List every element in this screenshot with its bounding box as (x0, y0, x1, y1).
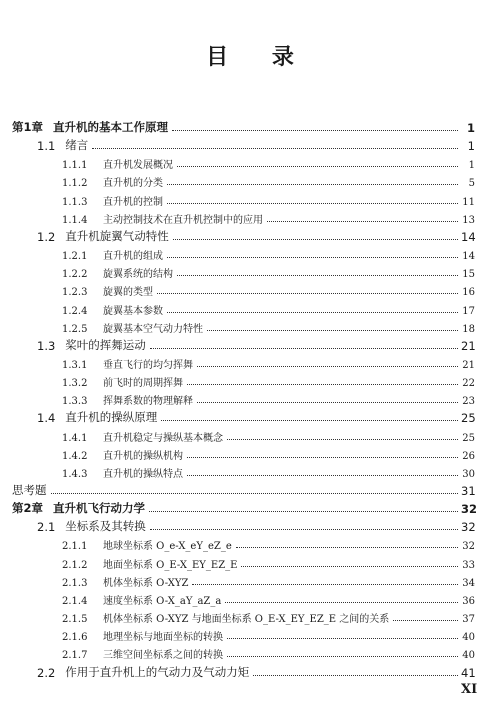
toc-entry-page: 25 (461, 411, 476, 426)
dot-leader (167, 257, 458, 258)
toc-entry-number: 1.4.3 (62, 468, 88, 480)
dot-leader (267, 221, 458, 222)
toc-entry-number: 1.2.3 (62, 287, 88, 299)
dot-leader (161, 420, 458, 421)
toc-entry[interactable] (62, 607, 475, 625)
dot-leader (150, 529, 458, 530)
toc-entry[interactable] (37, 226, 475, 244)
dot-leader (197, 402, 458, 403)
dot-leader (51, 493, 459, 494)
toc-entry-number: 1.3 (37, 338, 56, 353)
toc-entry[interactable] (62, 426, 475, 444)
toc-entry[interactable] (62, 280, 475, 298)
dot-leader (241, 566, 458, 567)
toc-entry-page: 32 (462, 541, 475, 553)
toc-entry-title: 主动控制技术在直升机控制中的应用 (103, 214, 263, 226)
toc-entry-page: 41 (461, 665, 476, 680)
toc-entry-page: 25 (462, 432, 475, 444)
toc-entry-title: 直升机的操纵特点 (103, 468, 183, 480)
toc-entry[interactable] (62, 244, 475, 262)
toc-entry[interactable] (62, 534, 475, 552)
toc-entry-page: 26 (462, 450, 475, 462)
toc-entry-page: 1 (466, 121, 475, 135)
toc-entry-number: 1.4.2 (62, 450, 88, 462)
dot-leader (227, 638, 458, 639)
toc-entry[interactable] (62, 625, 475, 643)
toc-entry-page: 21 (461, 338, 476, 353)
toc-entry-number: 第1章 (12, 120, 44, 134)
toc-entry[interactable] (62, 389, 475, 407)
toc-entry-title: 思考题 (12, 483, 47, 497)
toc-entry-title: 地球坐标系 O_e-X_eY_eZ_e (103, 541, 232, 553)
toc-entry-title: 直升机的控制 (103, 196, 163, 208)
toc-entry-title: 直升机的组成 (103, 251, 163, 263)
toc-entry-page: 11 (462, 196, 475, 208)
dot-leader (187, 457, 458, 458)
toc-entry[interactable] (37, 516, 475, 534)
toc-entry-page: 33 (462, 559, 475, 571)
toc-entry-title: 地面坐标系 O_E-X_EY_EZ_E (103, 559, 238, 571)
toc-entry-page: 32 (461, 502, 478, 517)
toc-entry-title: 机体坐标系 O-XYZ 与地面坐标系 O_E-X_EY_EZ_E 之间的关系 (103, 614, 390, 626)
toc-entry[interactable] (62, 444, 475, 462)
dot-leader (149, 511, 458, 512)
page-number: XI (461, 682, 478, 697)
dot-leader (236, 547, 458, 548)
dot-leader (157, 293, 458, 294)
toc-entry-number: 2.1.4 (62, 595, 88, 607)
toc-entry-title: 直升机的操纵原理 (65, 410, 158, 425)
toc-entry-number: 1.3.1 (62, 359, 88, 371)
toc-entry-title: 坐标系及其转换 (65, 519, 146, 534)
toc-entry-page: 30 (462, 468, 475, 480)
dot-leader (187, 384, 458, 385)
toc-entry[interactable] (62, 299, 475, 317)
dot-leader (150, 348, 458, 349)
toc-entry-page: 16 (462, 287, 475, 299)
toc-entry[interactable] (62, 371, 475, 389)
dot-leader (192, 584, 458, 585)
toc-entry-title: 旋翼基本空气动力特性 (103, 323, 203, 335)
dot-leader (167, 312, 458, 313)
toc-entry-page: 14 (461, 229, 476, 244)
toc-entry-page: 15 (462, 269, 475, 281)
toc-entry-page: 22 (462, 378, 475, 390)
toc-entry[interactable] (37, 135, 475, 153)
dot-leader (197, 366, 458, 367)
toc-entry-page: 40 (462, 650, 475, 662)
toc-entry-page: 21 (462, 359, 475, 371)
toc-entry-number: 2.1.6 (62, 632, 88, 644)
toc-entry[interactable] (37, 335, 475, 353)
toc-entry[interactable] (37, 662, 475, 680)
toc-entry-number: 1.1.1 (62, 160, 88, 172)
toc-entry-title: 地理坐标与地面坐标的转换 (103, 632, 223, 644)
toc-entry[interactable] (62, 262, 475, 280)
toc-entry-title: 直升机发展概况 (103, 160, 173, 172)
toc-entry-number: 1.2.1 (62, 251, 88, 263)
toc-entry-page: 32 (461, 520, 476, 535)
toc-entry-number: 1.1.3 (62, 196, 88, 208)
toc-entry-number: 2.1.7 (62, 650, 88, 662)
toc-entry[interactable] (62, 208, 475, 226)
toc-entry-number: 1.2.4 (62, 305, 88, 317)
toc-entry-number: 2.1.1 (62, 541, 88, 553)
dot-leader (227, 439, 458, 440)
page-title: 目 录 (206, 45, 312, 70)
toc-entry-title: 旋翼系统的结构 (103, 269, 173, 281)
toc-entry-title: 直升机稳定与操纵基本概念 (103, 432, 223, 444)
toc-entry-title: 旋翼的类型 (103, 287, 153, 299)
toc-entry-title: 挥舞系数的物理解释 (103, 396, 193, 408)
toc-entry-number: 1.3.2 (62, 378, 88, 390)
toc-entry-number: 2.2 (37, 665, 56, 680)
toc-entry[interactable] (12, 480, 475, 498)
dot-leader (92, 148, 458, 149)
dot-leader (172, 130, 458, 131)
toc-entry[interactable] (62, 553, 475, 571)
toc-entry-number: 2.1 (37, 520, 56, 535)
toc-entry-title: 作用于直升机上的气动力及气动力矩 (65, 664, 250, 679)
toc-entry[interactable] (37, 407, 475, 425)
toc-entry-page: 13 (462, 214, 475, 226)
dot-leader (187, 475, 458, 476)
dot-leader (167, 184, 458, 185)
dot-leader (177, 275, 458, 276)
toc-entry-number: 2.1.2 (62, 559, 88, 571)
toc-entry-title: 速度坐标系 O-X_aY_aZ_a (103, 595, 222, 607)
dot-leader (253, 675, 458, 676)
toc-entry-number: 1.1 (37, 139, 56, 154)
toc-entry-title: 前飞时的周期挥舞 (103, 378, 183, 390)
toc-entry-number: 1.3.3 (62, 396, 88, 408)
toc-entry-title: 直升机的操纵机构 (103, 450, 183, 462)
toc-entry[interactable] (62, 171, 475, 189)
toc-entry-title: 绪言 (65, 138, 89, 153)
toc-entry-title: 直升机飞行动力学 (53, 501, 146, 516)
toc-entry-title: 直升机旋翼气动特性 (65, 228, 169, 243)
toc-entry-page: 37 (462, 614, 475, 626)
toc-entry[interactable] (62, 643, 475, 661)
toc-entry[interactable] (62, 153, 475, 171)
dot-leader (173, 239, 458, 240)
dot-leader (393, 620, 458, 621)
toc-entry-title: 机体坐标系 O-XYZ (103, 577, 189, 589)
toc-entry-number: 1.1.4 (62, 214, 88, 226)
toc-entry[interactable] (12, 117, 475, 135)
toc-entry[interactable] (62, 317, 475, 335)
toc-entry-title: 垂直飞行的均匀挥舞 (103, 359, 193, 371)
dot-leader (207, 330, 458, 331)
toc-entry[interactable] (62, 190, 475, 208)
toc-entry-page: 14 (462, 251, 475, 263)
toc-entry-number: 第2章 (12, 501, 44, 516)
dot-leader (177, 166, 458, 167)
toc-entry-title: 直升机的基本工作原理 (53, 120, 169, 134)
toc-entry-number: 1.2 (37, 229, 56, 244)
toc-entry[interactable] (62, 571, 475, 589)
toc-entry-title: 直升机的分类 (103, 178, 163, 190)
toc-entry-page: 1 (468, 160, 475, 172)
toc-entry-page: 34 (462, 577, 475, 589)
toc-entry-number: 1.4.1 (62, 432, 88, 444)
toc-entry-title: 桨叶的挥舞运动 (65, 337, 146, 352)
toc-entry-page: 40 (462, 632, 475, 644)
toc-entry-number: 1.1.2 (62, 178, 88, 190)
toc-entry-number: 1.2.2 (62, 269, 88, 281)
toc-entry-page: 5 (468, 178, 475, 190)
toc-entry[interactable] (62, 462, 475, 480)
toc-entry-page: 31 (461, 484, 476, 498)
toc-entry-page: 36 (462, 595, 475, 607)
toc-entry-page: 18 (462, 323, 475, 335)
dot-leader (225, 602, 458, 603)
toc-entry-page: 23 (462, 396, 475, 408)
toc-entry[interactable] (62, 353, 475, 371)
toc-entry-title: 旋翼基本参数 (103, 305, 163, 317)
toc-entry-page: 1 (467, 139, 475, 154)
toc-entry-number: 1.4 (37, 411, 56, 426)
toc-entry-number: 2.1.3 (62, 577, 88, 589)
toc-entry[interactable] (12, 498, 478, 517)
toc-entry-number: 1.2.5 (62, 323, 88, 335)
toc-entry[interactable] (62, 589, 475, 607)
dot-leader (227, 656, 458, 657)
toc-entry-title: 三维空间坐标系之间的转换 (103, 650, 223, 662)
dot-leader (167, 203, 458, 204)
toc-entry-number: 2.1.5 (62, 614, 88, 626)
toc-entry-page: 17 (462, 305, 475, 317)
